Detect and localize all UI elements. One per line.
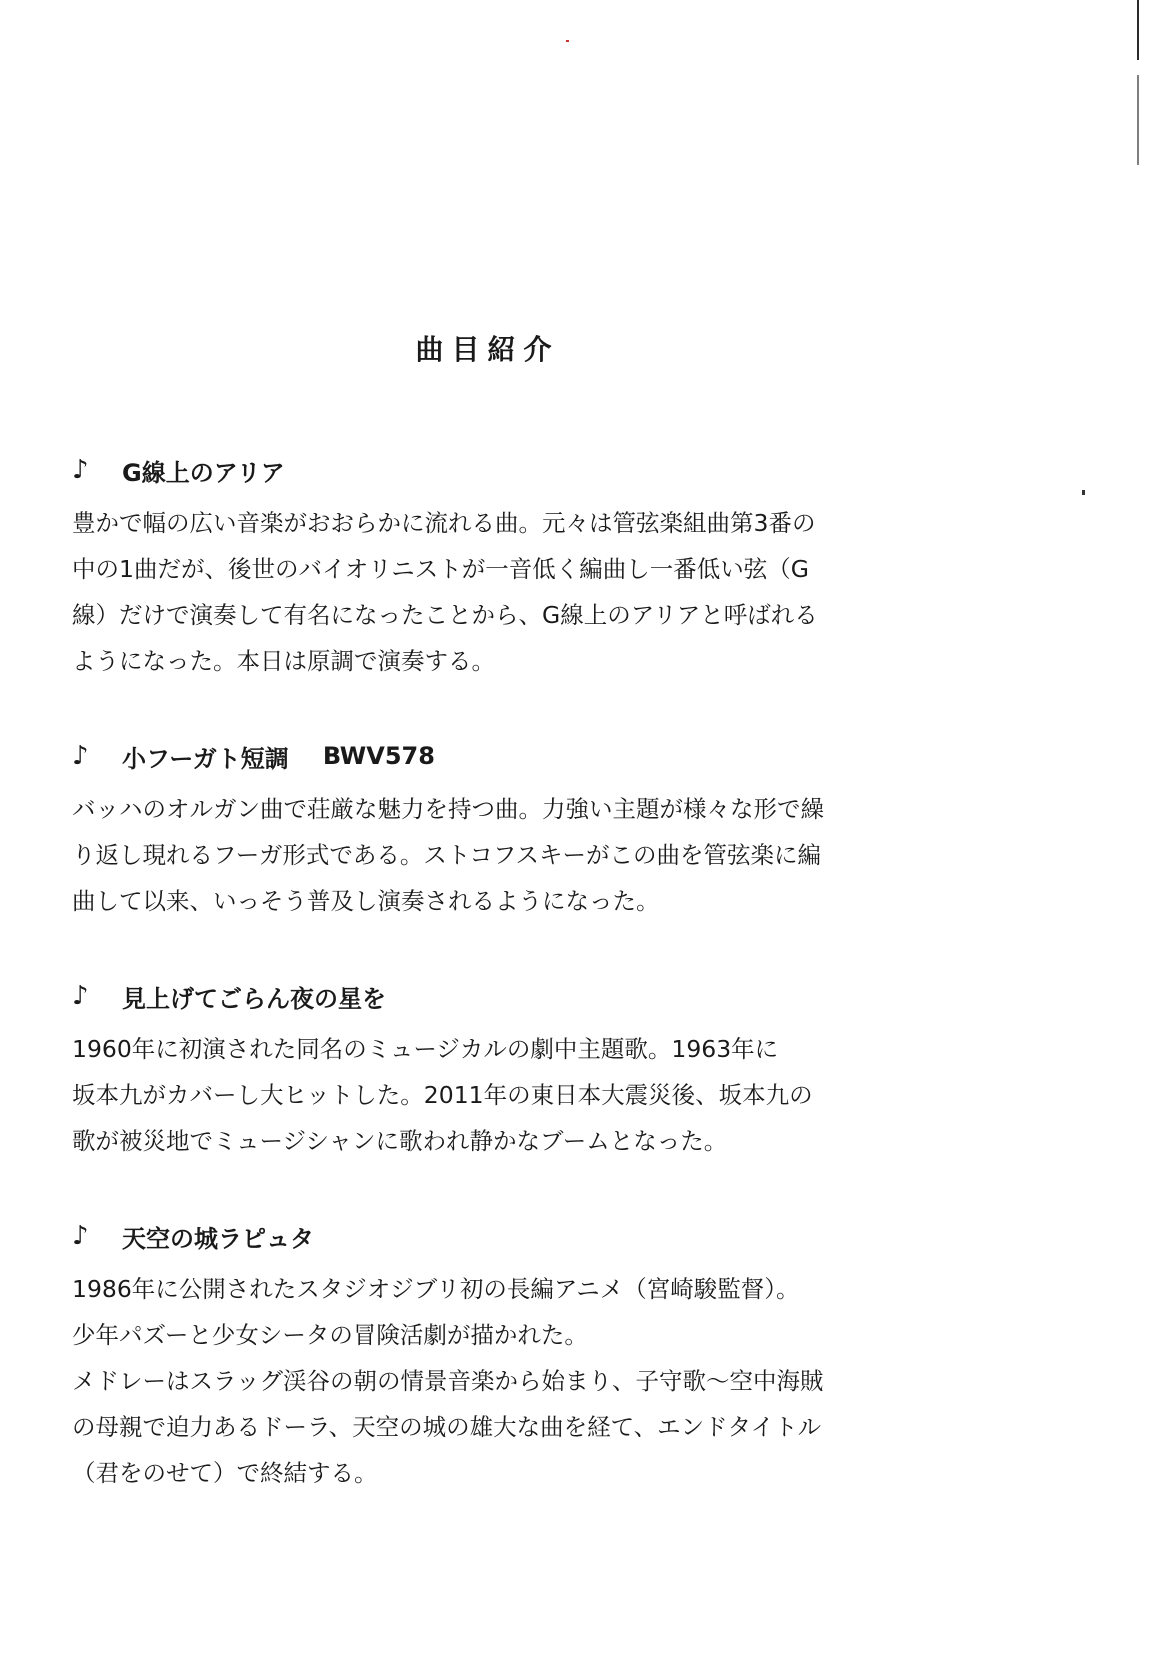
description-line: 曲して以来、いっそう普及し演奏されるようになった。 bbox=[72, 887, 660, 915]
description-line: 歌が被災地でミュージシャンに歌われ静かなブームとなった。 bbox=[72, 1127, 728, 1155]
piece-description bbox=[72, 1266, 972, 1496]
program-item bbox=[72, 1216, 972, 1496]
program-item bbox=[72, 736, 972, 924]
description-line: 1960年に初演された同名のミュージカルの劇中主題歌。1963年に bbox=[72, 1035, 779, 1063]
music-note-icon: ♪ bbox=[72, 1221, 89, 1251]
piece-title: 見上げてごらん夜の星を bbox=[122, 984, 386, 1013]
piece-title: 天空の城ラピュタ bbox=[122, 1224, 314, 1253]
music-note-icon: ♪ bbox=[72, 455, 89, 485]
description-line: の母親で迫力あるドーラ、天空の城の雄大な曲を経て、エンドタイトル bbox=[72, 1413, 822, 1441]
scan-edge-mark bbox=[1137, 0, 1139, 60]
description-line: 豊かで幅の広い音楽がおおらかに流れる曲。元々は管弦楽組曲第3番の bbox=[72, 509, 816, 537]
music-note-icon: ♪ bbox=[72, 741, 89, 771]
piece-description bbox=[72, 786, 972, 924]
program-list bbox=[72, 450, 972, 1548]
catalog-number: BWV578 bbox=[322, 742, 435, 770]
description-line: 1986年に公開されたスタジオジブリ初の長編アニメ（宮崎駿監督）。 bbox=[72, 1275, 800, 1303]
piece-title: 小フーガト短調 bbox=[122, 744, 289, 773]
document-title: 曲目紹介 bbox=[415, 333, 560, 366]
program-item bbox=[72, 450, 972, 684]
scan-speck bbox=[1082, 490, 1085, 495]
scan-speck bbox=[566, 40, 569, 42]
piece-description bbox=[72, 500, 972, 684]
description-line: メドレーはスラッグ渓谷の朝の情景音楽から始まり、子守歌～空中海賊 bbox=[72, 1367, 824, 1395]
program-item bbox=[72, 976, 972, 1164]
description-line: り返し現れるフーガ形式である。ストコフスキーがこの曲を管弦楽に編 bbox=[72, 841, 821, 869]
description-line: 中の1曲だが、後世のバイオリニストが一音低く編曲し一番低い弦（G bbox=[72, 555, 809, 583]
description-line: 線）だけで演奏して有名になったことから、G線上のアリアと呼ばれる bbox=[72, 601, 818, 629]
program-item-heading bbox=[72, 976, 972, 1016]
description-line: 少年パズーと少女シータの冒険活劇が描かれた。 bbox=[72, 1321, 588, 1349]
program-item-heading bbox=[72, 736, 972, 776]
program-item-heading bbox=[72, 450, 972, 490]
music-note-icon: ♪ bbox=[72, 981, 89, 1011]
description-line: （君をのせて）で終結する。 bbox=[72, 1459, 378, 1487]
scan-edge-mark bbox=[1137, 75, 1139, 165]
description-line: ようになった。本日は原調で演奏する。 bbox=[72, 647, 495, 675]
description-line: 坂本九がカバーし大ヒットした。2011年の東日本大震災後、坂本九の bbox=[72, 1081, 813, 1109]
piece-description bbox=[72, 1026, 972, 1164]
piece-title: G線上のアリア bbox=[122, 458, 285, 487]
program-item-heading bbox=[72, 1216, 972, 1256]
description-line: バッハのオルガン曲で荘厳な魅力を持つ曲。力強い主題が様々な形で繰 bbox=[72, 795, 824, 823]
